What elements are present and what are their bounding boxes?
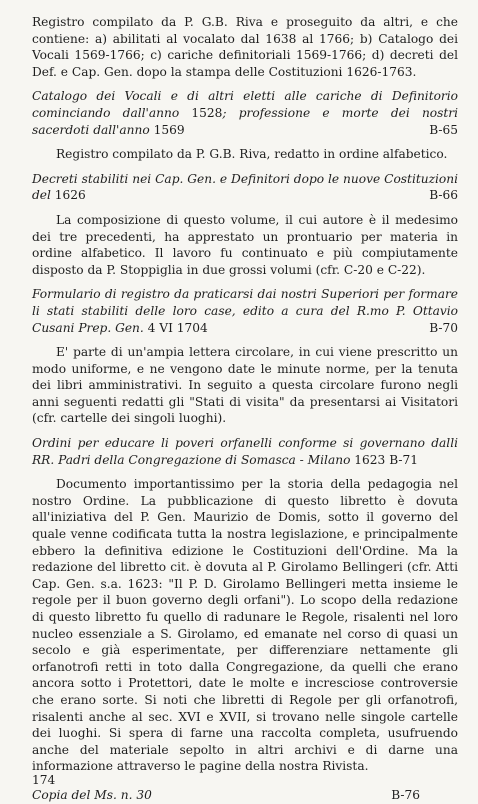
entry-b70 [32,286,458,336]
entry-title: Catalogo dei Vocali e di altri eletti alle cariche di Definitorio cominciando dall'anno [32,89,458,120]
entry-code: B-71 [389,452,418,467]
entry-title: Formulario di registro da praticarsi dai nostri Superiori per formare li stati stabiliti delle loro case, edito a cura del R.mo P. Ottavio Cusani Prep. Gen. [32,287,458,335]
entry-year: 1626 [54,188,86,203]
entry-body: Documento importantissimo per la storia della pedagogia nel nostro Ordine. La pubblicazione di questo libretto è dovuta all'iniziativa del P. Gen. Maurizio de Domis, sotto il governo del quale venne codificata tutta la nostra legislazione, e principalmente ebbero la definitiva edizione le Costituzioni dell'Ordine. Ma la redazione del libretto cit. è dovuta al P. Girolamo Bellingeri (cfr. Atti Cap. Gen. s.a. 1623: "Il P. D. Girolamo Bellingeri metta insieme le regole per il buon governo degli orfani"). Lo scopo della redazione di questo libretto fu quello di radunare le Regole, risalenti nel loro nucleo essenziale a S. Girolamo, ed emanate nel corso di quasi un secolo e già esperimentate, per differenziare nettamente gli orfanotrofi retti in toto dalla Congregazione, da quelli che erano ancora sotto i Protettori, date le molte e incresciose controversie che erano sorte. Si noti che libretti di Regole per gli orfanotrofi, risalenti anche al sec. XVI e XVII, si trovano nelle singole cartelle dei luoghi. Si spera di farne una raccolta completa, usufruendo anche del materiale sepolto in altri archivi e di darne una informazione attraverso le pagine della nostra Rivista. [32,477,458,774]
entry-body: La composizione di questo volume, il cui autore è il medesimo dei tre precedenti, ha apprestato un prontuario per materia in ordine alfabetico. Il lavoro fu continuato e più compiutamente disposto da P. Stoppiglia in due grossi volumi (cfr. C-20 e C-22). [32,212,458,277]
intro-paragraph: Registro compilato da P. G.B. Riva e proseguito da altri, e che contiene: a) abilitati al vocalato dal 1638 al 1766; b) Catalogo dei Vocali 1569-1766; c) cariche definitoriali 1569-1766; d) decreti del Def. e Cap. Gen. dopo la stampa delle Costituzioni 1626-1763. [32,15,458,79]
entry-code: B-70 [429,320,458,335]
entry-title: Decreti stabiliti nei Cap. Gen. e Definitori dopo le nuove Costituzioni del [32,171,458,203]
entry-heading [32,171,458,204]
entry-year: 1569 [153,122,185,137]
entry-year: 1623 [354,452,386,467]
page-number: 174 [32,773,56,787]
entry-b76 [32,787,458,804]
entry-title-continued: ; professione e morte dei nostri sacerdoti dall'anno [32,105,459,137]
entry-heading [32,286,458,336]
entry-title: Ordini per educare li poveri orfanelli conforme si governano dalli RR. Padri della Congregazione di Somasca - Milano [32,436,458,467]
entry-b71 [32,435,458,468]
entry-heading [32,88,458,138]
entry-year: 4 VI 1704 [147,320,208,335]
entry-body: E' parte di un'ampia lettera circolare, in cui viene prescritto un modo uniforme, e ne vengono date le minute norme, per la tenuta dei libri amministrativi. In seguito a questa circolare furono negli anni seguenti redatti gli "Stati di visita" da presentarsi ai Visitatori (cfr. cartelle dei singoli luoghi). [32,345,458,426]
entry-b65 [32,88,458,138]
entry-b66 [32,171,458,204]
entry-year: 1528 [191,105,223,120]
entry-title: Copia del Ms. n. 30 [32,787,152,802]
entry-code: B-76 [391,787,420,802]
document-page [32,14,458,804]
entry-code: B-65 [429,122,458,137]
entry-code: B-66 [429,188,458,203]
entry-heading [32,435,458,468]
entry-body: Registro compilato da P. G.B. Riva, redatto in ordine alfabetico. [56,147,448,162]
